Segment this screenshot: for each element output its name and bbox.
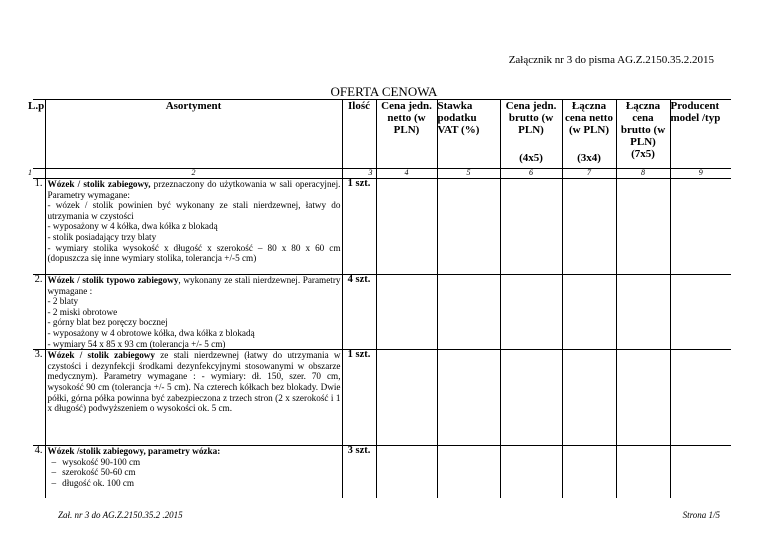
footer-page-number: Strona 1/5 bbox=[682, 510, 720, 520]
cell-laczna-netto[interactable] bbox=[562, 275, 616, 350]
spec-line: - wózek / stolik powinien być wykonany ze stali nierdzewnej, łatwy do utrzymania w czystości bbox=[47, 200, 341, 221]
spec-line: - 2 blaty bbox=[47, 296, 79, 307]
cell-stawka[interactable] bbox=[437, 275, 500, 350]
column-number-8: 8 bbox=[616, 169, 670, 179]
spec-line: – długość ok. 100 cm bbox=[66, 478, 341, 489]
row-lp: 2. bbox=[33, 275, 45, 350]
cell-cena-netto[interactable] bbox=[376, 446, 437, 498]
row-quantity: 3 szt. bbox=[342, 446, 376, 498]
cell-laczna-brutto[interactable] bbox=[616, 350, 670, 446]
column-number-1: 1 bbox=[33, 169, 45, 179]
header-cena-brutto-formula: (4x5) bbox=[519, 152, 543, 164]
cell-laczna-netto[interactable] bbox=[562, 179, 616, 275]
cell-cena-netto[interactable] bbox=[376, 275, 437, 350]
cell-laczna-brutto[interactable] bbox=[616, 179, 670, 275]
row-lp: 4. bbox=[33, 446, 45, 498]
cell-cena-brutto[interactable] bbox=[500, 350, 562, 446]
document-title: OFERTA CENOWA bbox=[330, 84, 438, 99]
row-description bbox=[45, 350, 342, 446]
header-cena-brutto-label: Cena jedn. brutto (w PLN) bbox=[505, 100, 557, 136]
price-offer-table bbox=[28, 99, 731, 498]
cell-cena-brutto[interactable] bbox=[500, 179, 562, 275]
row-quantity: 1 szt. bbox=[342, 350, 376, 446]
column-number-5: 5 bbox=[437, 169, 500, 179]
cell-producent[interactable] bbox=[670, 179, 731, 275]
item-intro: , wykonany ze stali nierdzewnej. Parametry wymagane : bbox=[47, 275, 341, 296]
header-asortyment: Asortyment bbox=[45, 100, 342, 169]
header-producent: Producent model /typ bbox=[670, 100, 731, 169]
spec-list bbox=[48, 457, 341, 489]
spec-line: - wymiary stolika wysokość x długość x szerokość – 80 x 80 x 60 cm (dopuszcza się inne wymiary stolika, tolerancja +/-5 cm) bbox=[47, 242, 341, 264]
column-number-4: 4 bbox=[376, 169, 437, 179]
attachment-reference: Załącznik nr 3 do pisma AG.Z.2150.35.2.2015 bbox=[508, 54, 714, 66]
row-lp: 3. bbox=[33, 350, 45, 446]
header-laczna-netto bbox=[562, 100, 616, 169]
table-row bbox=[33, 179, 731, 275]
table-row bbox=[33, 275, 731, 350]
item-intro: przeznaczony do użytkowania w sali operacyjnej. Parametry wymagane: bbox=[47, 179, 341, 200]
header-laczna-brutto-formula: (7x5) bbox=[631, 148, 655, 160]
header-cena-brutto bbox=[500, 100, 562, 169]
table-row bbox=[33, 446, 731, 498]
table-row bbox=[33, 350, 731, 446]
spec-line: – wysokość 90-100 cm bbox=[66, 457, 341, 468]
cell-cena-netto[interactable] bbox=[376, 350, 437, 446]
column-number-3: 3 bbox=[342, 169, 376, 179]
column-number-6: 6 bbox=[500, 169, 562, 179]
cell-stawka[interactable] bbox=[437, 179, 500, 275]
header-laczna-netto-formula: (3x4) bbox=[577, 152, 601, 164]
spec-line: - wymiary 54 x 85 x 93 cm (tolerancja +/- 5 cm) bbox=[47, 338, 226, 349]
cell-producent[interactable] bbox=[670, 446, 731, 498]
item-name: Wózek / stolik zabiegowy bbox=[47, 350, 156, 361]
spec-line: - górny blat bez poręczy bocznej bbox=[47, 317, 168, 328]
header-lp: L.p bbox=[33, 100, 45, 169]
spec-line: - wyposażony w 4 obrotowe kółka, dwa kółka z blokadą bbox=[47, 327, 255, 338]
cell-cena-brutto[interactable] bbox=[500, 275, 562, 350]
spec-line: – szerokość 50-60 cm bbox=[66, 467, 341, 478]
row-quantity: 1 szt. bbox=[342, 179, 376, 275]
header-stawka: Stawka podatku VAT (%) bbox=[437, 100, 500, 169]
footer-document-ref: Zał. nr 3 do AG.Z.2150.35.2 .2015 bbox=[58, 510, 183, 520]
row-description bbox=[45, 179, 342, 275]
cell-producent[interactable] bbox=[670, 350, 731, 446]
cell-laczna-netto[interactable] bbox=[562, 350, 616, 446]
cell-stawka[interactable] bbox=[437, 446, 500, 498]
column-number-2: 2 bbox=[45, 169, 342, 179]
item-name: Wózek / stolik typowo zabiegowy bbox=[47, 275, 179, 285]
cell-laczna-netto[interactable] bbox=[562, 446, 616, 498]
row-lp: 1. bbox=[33, 179, 45, 275]
row-description bbox=[45, 275, 342, 350]
spec-line: - stolik posiadający trzy blaty bbox=[47, 231, 157, 242]
item-name: Wózek /stolik zabiegowy, parametry wózka: bbox=[47, 446, 221, 457]
column-number-9: 9 bbox=[670, 169, 731, 179]
cell-cena-brutto[interactable] bbox=[500, 446, 562, 498]
cell-laczna-brutto[interactable] bbox=[616, 446, 670, 498]
header-cena-netto: Cena jedn. netto (w PLN) bbox=[376, 100, 437, 169]
row-quantity: 4 szt. bbox=[342, 275, 376, 350]
header-laczna-brutto bbox=[616, 100, 670, 169]
column-number-7: 7 bbox=[562, 169, 616, 179]
item-intro: ze stali nierdzewnej (łatwy do utrzymania w czystości i dezynfekcji środkami dezynfekcyjnymi stosowanymi w obszarze medycznym). Parametry wymagane : - wymiary: dł. 150, szer. 70 cm, wysokość 90 cm (tolerancja +/- 5 cm). Na czterech kółkach bez blokady. Dwie półki, górna półka powinna być zabezpieczona z trzech stron (2 x szerokość i 1 x długość) podwyższeniem o wysokości ok. 5 cm. bbox=[47, 350, 341, 414]
item-name: Wózek / stolik zabiegowy, bbox=[47, 179, 151, 189]
row-description bbox=[45, 446, 342, 498]
header-laczna-netto-label: Łączna cena netto (w PLN) bbox=[565, 100, 613, 136]
spec-line: - 2 miski obrotowe bbox=[47, 306, 118, 317]
spec-line: - wyposażony w 4 kółka, dwa kółka z blokadą bbox=[47, 221, 218, 232]
header-ilosc: Ilość bbox=[342, 100, 376, 169]
cell-stawka[interactable] bbox=[437, 350, 500, 446]
cell-laczna-brutto[interactable] bbox=[616, 275, 670, 350]
cell-producent[interactable] bbox=[670, 275, 731, 350]
cell-cena-netto[interactable] bbox=[376, 179, 437, 275]
header-laczna-brutto-label: Łączna cena brutto (w PLN) bbox=[620, 100, 666, 148]
